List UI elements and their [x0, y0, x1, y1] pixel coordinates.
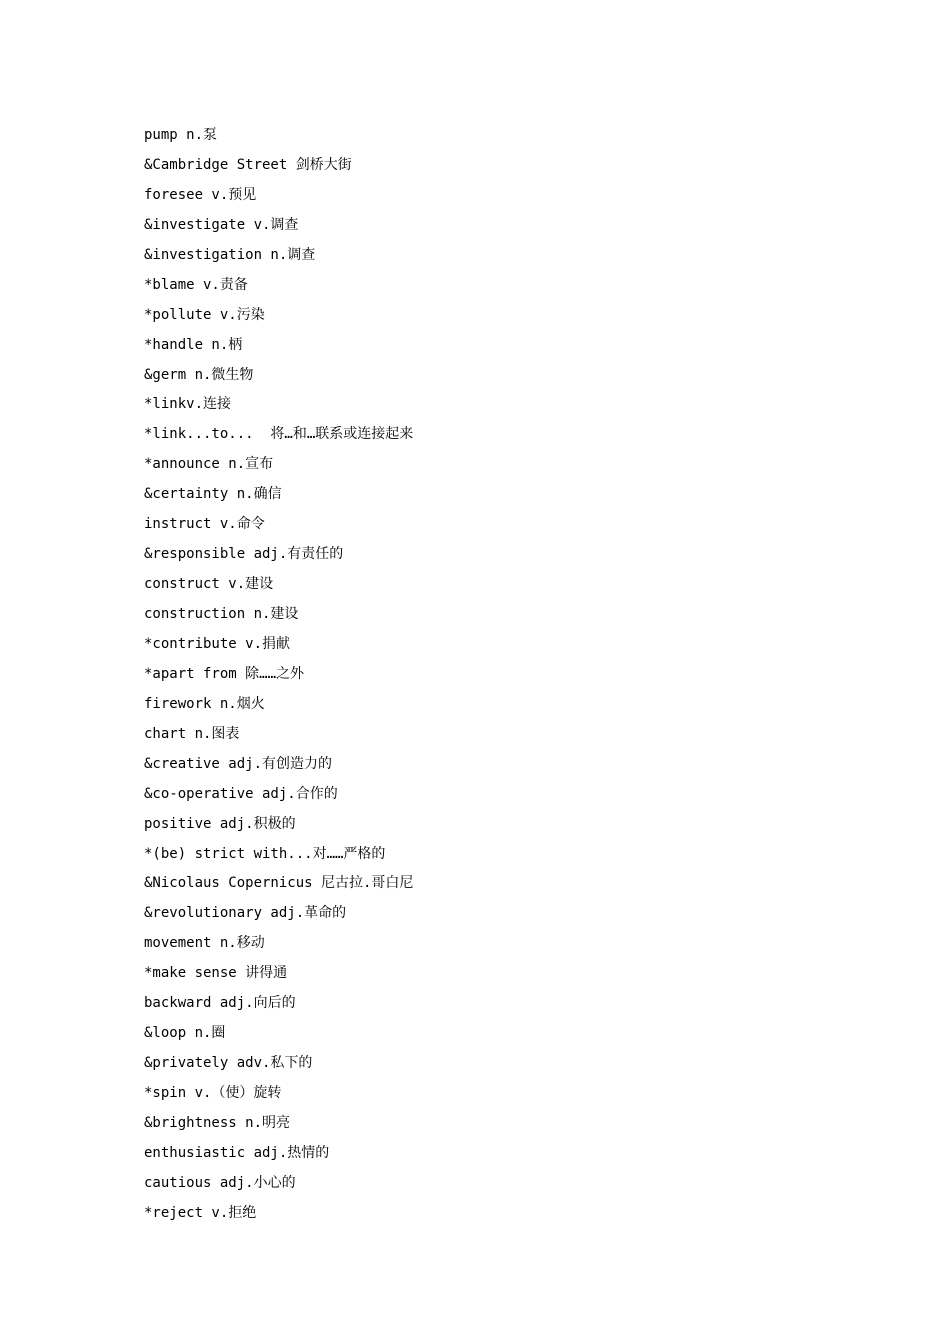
vocab-entry: *(be) strict with...对……严格的	[144, 845, 386, 862]
vocab-entry: &responsible adj.有责任的	[144, 546, 344, 563]
vocab-entry: backward adj.向后的	[144, 995, 296, 1012]
vocab-entry: &investigate v.调查	[144, 216, 299, 233]
vocab-entry: foresee v.预见	[144, 186, 257, 203]
vocab-entry: &loop n.圈	[144, 1025, 226, 1042]
vocab-entry: &creative adj.有创造力的	[144, 755, 333, 772]
vocab-entry: firework n.烟火	[144, 695, 265, 712]
vocab-entry: *reject v.拒绝	[144, 1204, 257, 1221]
vocab-entry: &co-operative adj.合作的	[144, 785, 338, 802]
vocab-entry: *spin v.（使）旋转	[144, 1085, 282, 1101]
vocab-entry: *blame v.责备	[144, 276, 248, 293]
vocab-entry: enthusiastic adj.热情的	[144, 1144, 330, 1161]
vocab-entry: pump n.泵	[144, 127, 218, 143]
vocab-entry: *contribute v.捐献	[144, 635, 291, 652]
vocab-entry: *announce n.宣布	[144, 456, 274, 473]
vocab-entry: *link...to... 将…和…联系或连接起来	[144, 426, 414, 443]
vocab-entry: positive adj.积极的	[144, 815, 296, 832]
vocab-entry: *linkv.连接	[144, 396, 232, 413]
vocab-entry: construct v.建设	[144, 576, 274, 593]
vocabulary-list	[144, 120, 413, 1228]
vocab-entry: *make sense 讲得通	[144, 965, 288, 982]
vocab-entry: *handle n.柄	[144, 336, 243, 353]
vocab-entry: &certainty n.确信	[144, 486, 282, 503]
vocab-entry: &Cambridge Street 剑桥大街	[144, 156, 352, 173]
vocab-entry: chart n.图表	[144, 725, 240, 742]
vocab-entry: construction n.建设	[144, 606, 299, 622]
vocab-entry: &Nicolaus Copernicus 尼古拉.哥白尼	[144, 875, 414, 892]
vocab-entry: &germ n.微生物	[144, 366, 254, 383]
vocab-entry: &brightness n.明亮	[144, 1114, 291, 1131]
vocab-entry: &investigation n.调查	[144, 246, 316, 263]
vocab-entry: movement n.移动	[144, 935, 265, 952]
vocab-entry: &revolutionary adj.革命的	[144, 905, 347, 922]
vocab-entry: cautious adj.小心的	[144, 1174, 296, 1191]
vocab-entry: &privately adv.私下的	[144, 1055, 313, 1072]
vocab-entry: *pollute v.污染	[144, 306, 265, 323]
vocab-entry: *apart from 除……之外	[144, 665, 305, 682]
vocab-entry: instruct v.命令	[144, 516, 265, 533]
